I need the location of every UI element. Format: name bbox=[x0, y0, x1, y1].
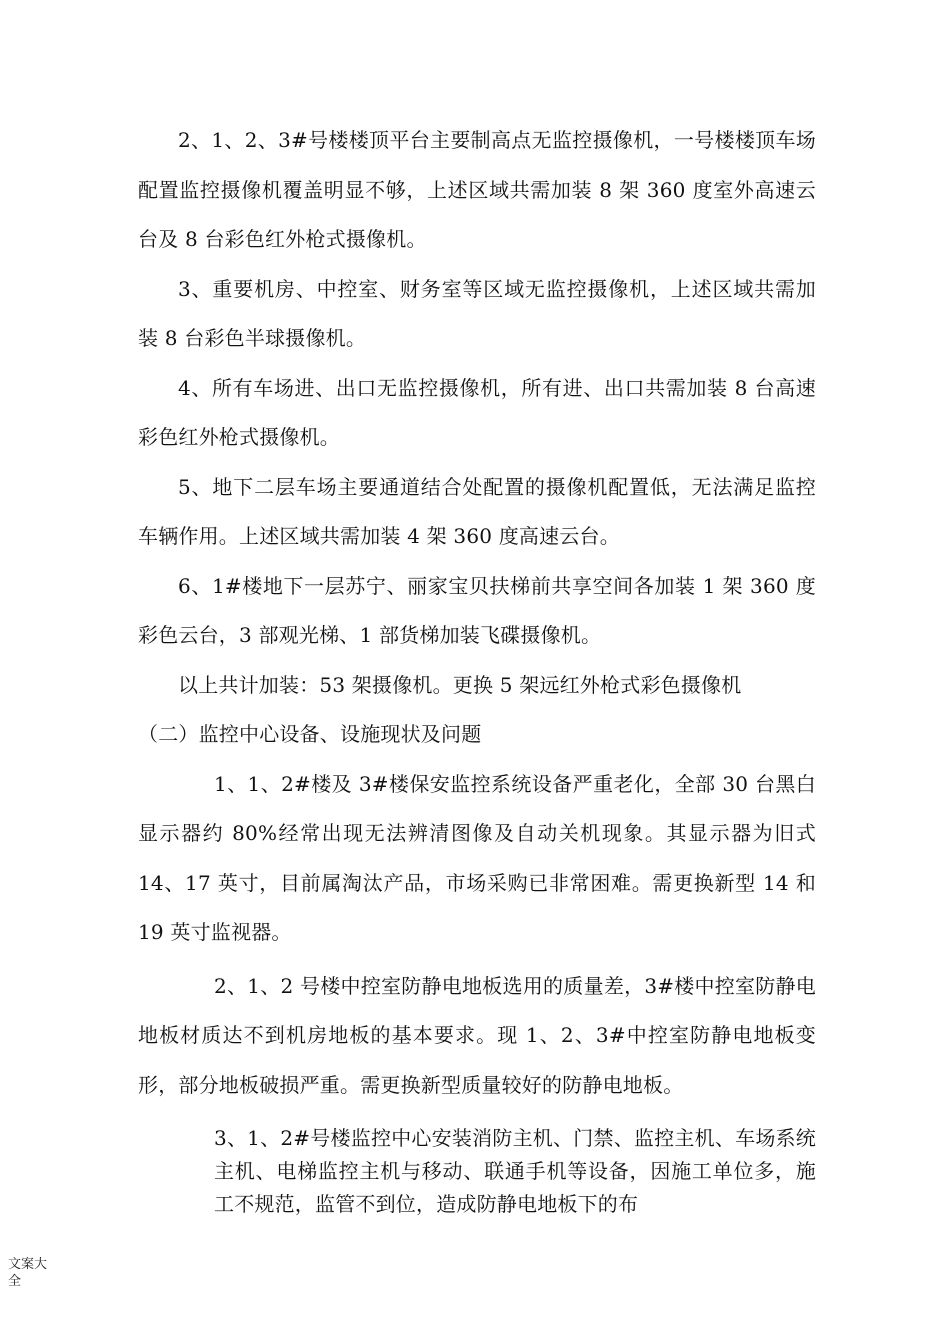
paragraph-total-summary: 以上共计加装：53 架摄像机。更换 5 架远红外枪式彩色摄像机 bbox=[178, 672, 742, 697]
paragraph-escalator-space: 6、1#楼地下一层苏宁、丽家宝贝扶梯前共享空间各加装 1 架 360 度彩色云台，3 部观光梯、1 部货梯加装飞碟摄像机。 bbox=[138, 573, 816, 647]
paragraph-wiring-issues: 3、1、2#号楼监控中心安装消防主机、门禁、监控主机、车场系统主机、电梯监控主机与移动、联通手机等设备，因施工单位多，施工不规范，监管不到位，造成防静电地板下的布 bbox=[214, 1126, 816, 1216]
page-footer-label: 文案大全 bbox=[8, 1257, 48, 1289]
paragraph-machine-rooms: 3、重要机房、中控室、财务室等区域无监控摄像机，上述区域共需加装 8 台彩色半球摄像机。 bbox=[138, 276, 816, 350]
paragraph-antistatic-floor: 2、1、2 号楼中控室防静电地板选用的质量差，3#楼中控室防静电地板材质达不到机房地板的基本要求。现 1、2、3#中控室防静电地板变形，部分地板破损严重。需更换新型质量较好的防静电地板。 bbox=[138, 973, 816, 1097]
paragraph-parking-entrances: 4、所有车场进、出口无监控摄像机，所有进、出口共需加装 8 台高速彩色红外枪式摄像机。 bbox=[138, 375, 816, 449]
paragraph-basement-parking: 5、地下二层车场主要通道结合处配置的摄像机配置低，无法满足监控车辆作用。上述区域共需加装 4 架 360 度高速云台。 bbox=[138, 474, 816, 548]
paragraph-monitors-aging: 1、1、2#楼及 3#楼保安监控系统设备严重老化，全部 30 台黑白显示器约 80%经常出现无法辨清图像及自动关机现象。其显示器为旧式 14、17 英寸，目前属淘汰产品，市场采购已非常困难。需更换新型 14 和 19 英寸监视器。 bbox=[138, 771, 816, 944]
paragraph-rooftop-cameras: 2、1、2、3#号楼楼顶平台主要制高点无监控摄像机，一号楼楼顶车场配置监控摄像机覆盖明显不够，上述区域共需加装 8 架 360 度室外高速云台及 8 台彩色红外枪式摄像机。 bbox=[138, 128, 816, 251]
section-heading-monitoring-center: （二）监控中心设备、设施现状及问题 bbox=[138, 722, 482, 746]
document-body bbox=[138, 116, 816, 1221]
